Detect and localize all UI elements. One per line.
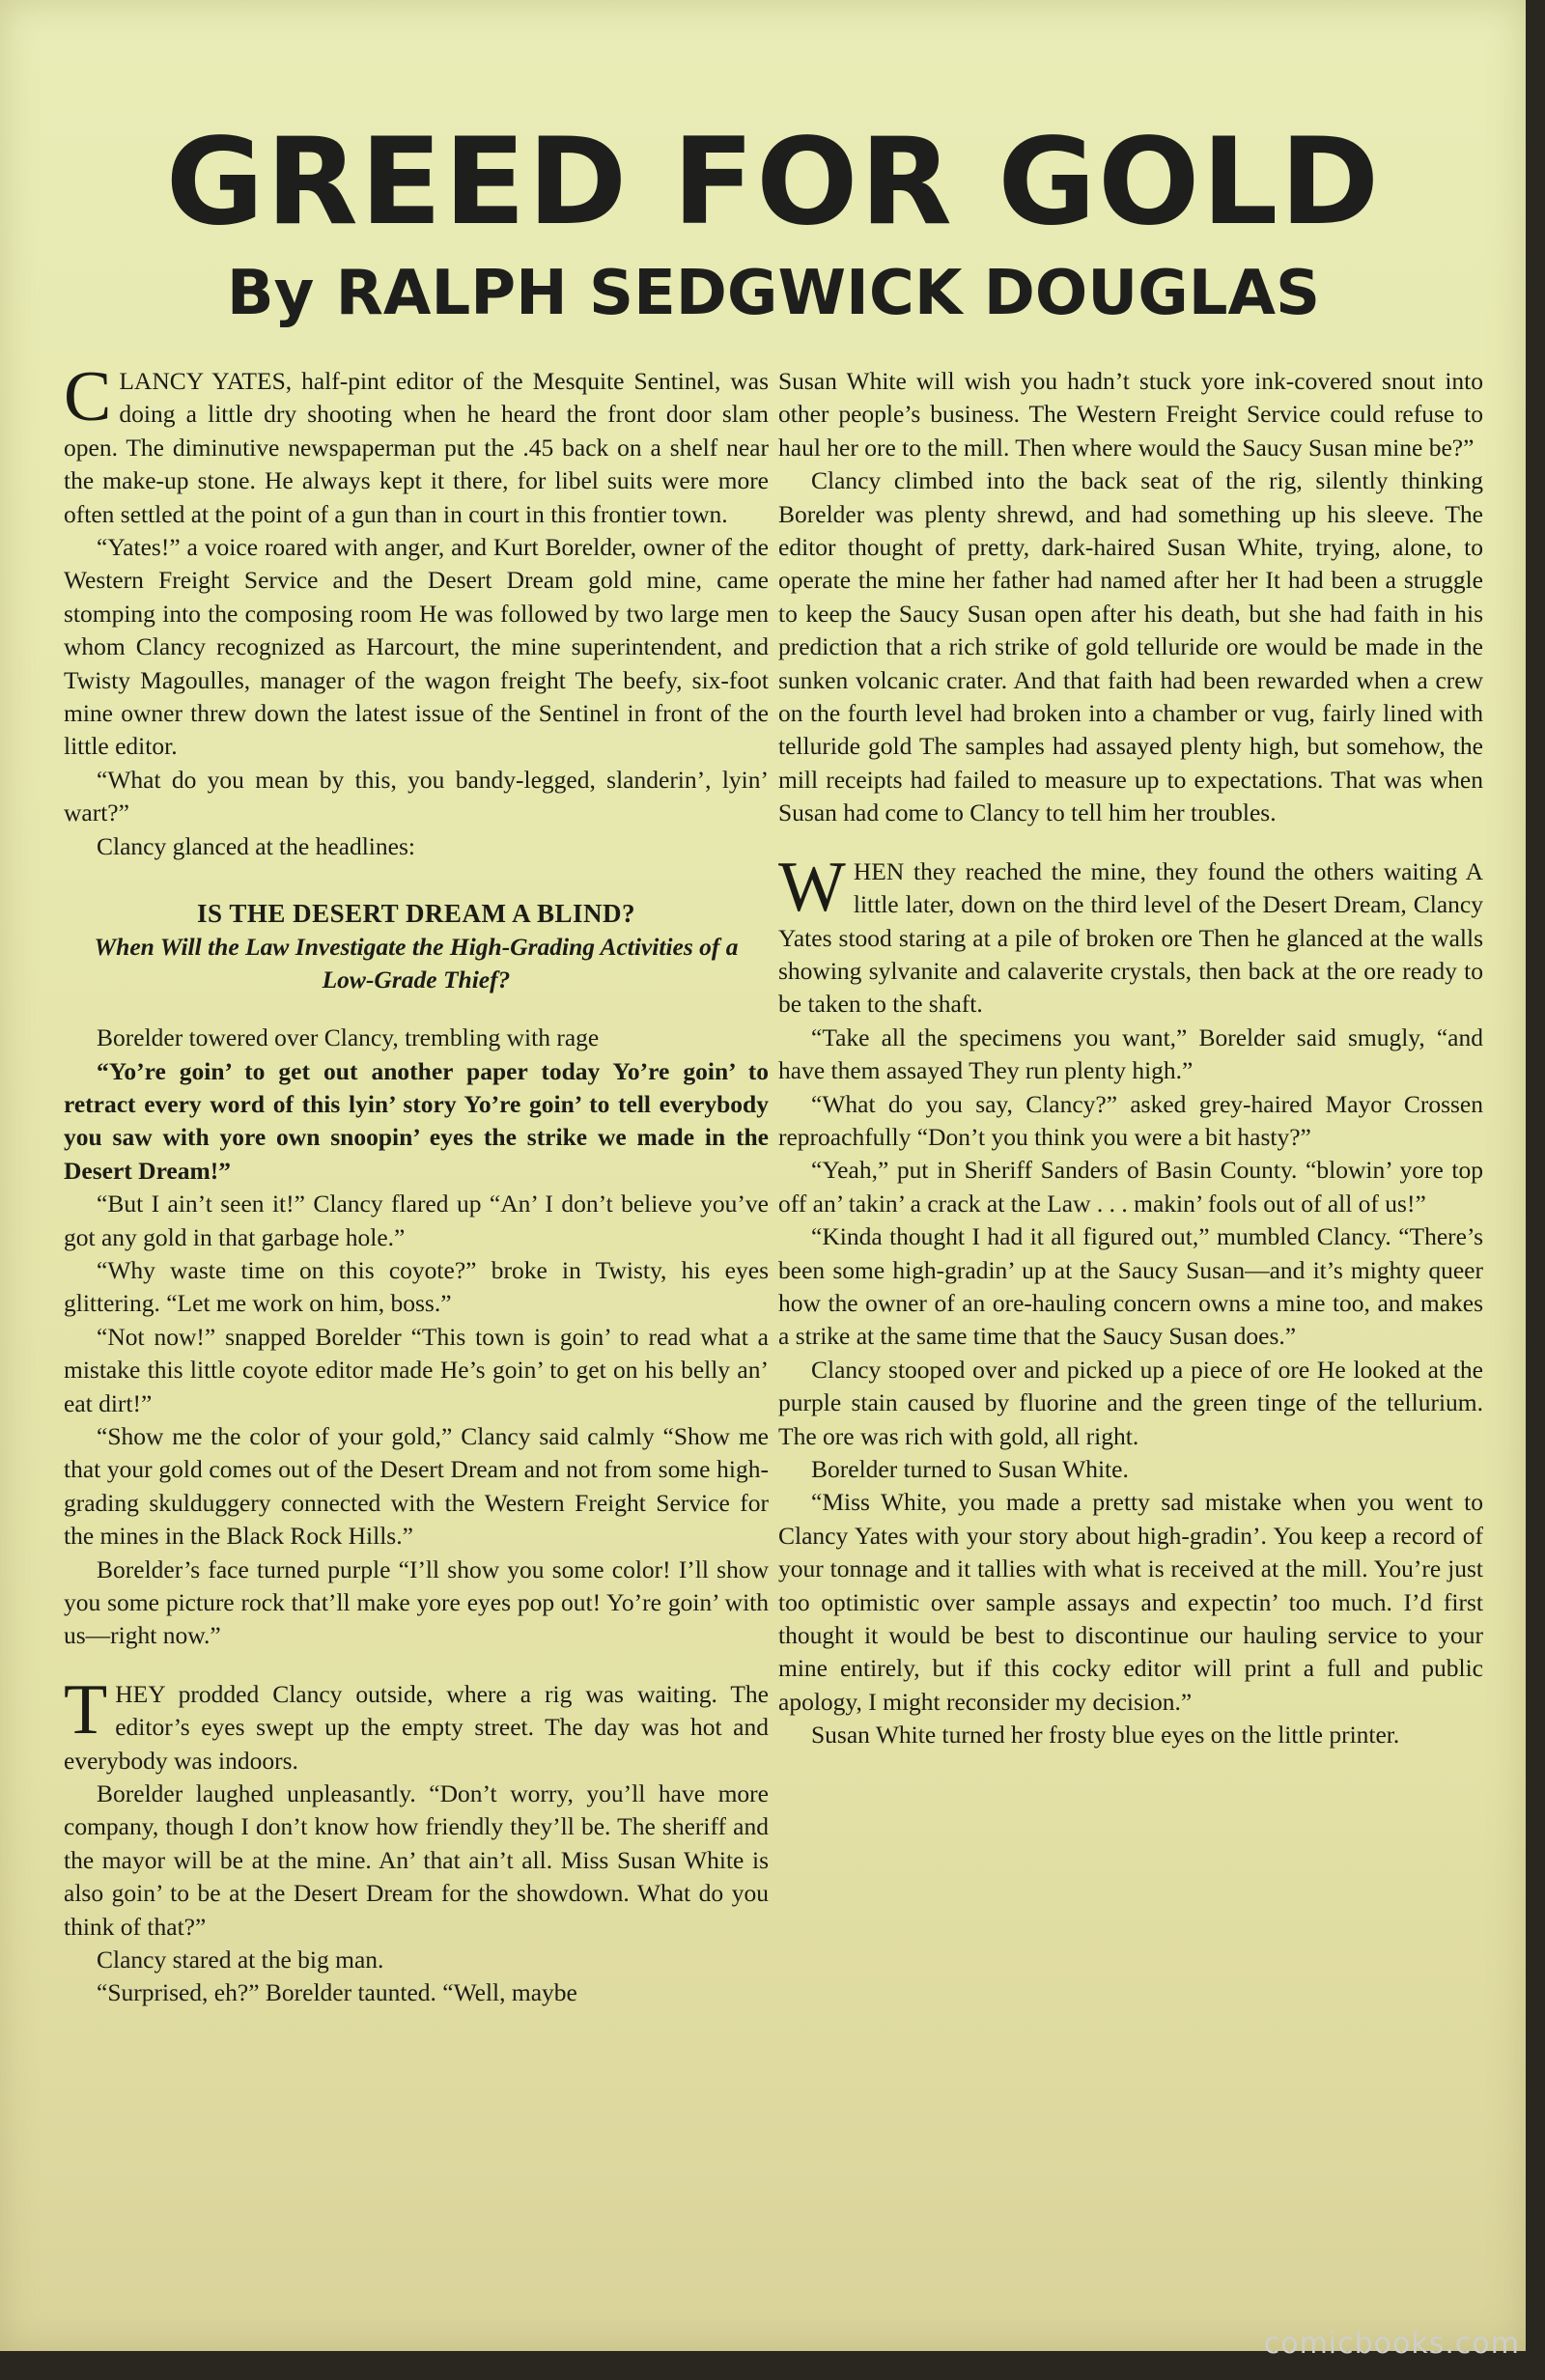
text-columns — [64, 357, 1483, 2010]
headline-deck: When Will the Law Investigate the High-Grading Activities of a Low-Grade Thief? — [94, 933, 739, 994]
paragraph: Clancy glanced at the headlines: — [97, 831, 415, 860]
drop-cap: T — [64, 1669, 108, 1750]
paragraph: “Miss White, you made a pretty sad mistake when you went to Clancy Yates with your story about high-gradin’. You keep a record of your tonnage and it tallies with what is received at the mill. You’re just too optimistic over sample assays and expectin’ too much. I’d first thought it would be best to discontinue our hauling service to your mine entirely, but if this cocky editor will print a full and public apology, I might reconsider my decision.” — [778, 1488, 1483, 1716]
paragraph: Borelder turned to Susan White. — [811, 1455, 1129, 1483]
drop-cap: W — [778, 847, 846, 927]
site-watermark: comicbooks.com — [1263, 2327, 1520, 2361]
paragraph: Clancy stooped over and picked up a piece of ore He looked at the purple stain caused by fluorine and the green tinge of the tellurium. The ore was rich with gold, all right. — [778, 1355, 1483, 1450]
paragraph: “Kinda thought I had it all figured out,” mumbled Clancy. “There’s been some high-gradin’ up at the Saucy Susan—and it’s mighty queer how the owner of an ore-hauling concern owns a mine too, and makes a strike at the same time that the Saucy Susan does.” — [778, 1222, 1483, 1351]
section-break — [778, 830, 1483, 855]
paragraph: “Why waste time on this coyote?” broke in Twisty, his eyes glittering. “Let me work on him, boss.” — [64, 1255, 769, 1318]
paragraph: “But I ain’t seen it!” Clancy flared up “An’ I don’t believe you’ve got any gold in that garbage hole.” — [64, 1190, 769, 1251]
paragraph: “Take all the specimens you want,” Borelder said smugly, “and have them assayed They run plenty high.” — [778, 1022, 1483, 1085]
paragraph: Clancy stared at the big man. — [97, 1946, 384, 1974]
paragraph: “Not now!” snapped Borelder “This town is goin’ to read what a mistake this little coyote editor made He’s goin’ to get on his belly an’ eat dirt!” — [64, 1322, 769, 1417]
paragraph-text: HEN they reached the mine, they found the others waiting A little later, down on the third level of the Desert Dream, Clancy Yates stood staring at a pile of broken ore Then he glanced at the walls showing sylvanite and calaverite crystals, then back at the ore ready to be taken to the shaft. — [778, 856, 1483, 1019]
paragraph: “What do you mean by this, you bandy-legged, slanderin’, lyin’ wart?” — [64, 765, 769, 827]
drop-cap: C — [64, 357, 112, 436]
left-column — [64, 357, 769, 2010]
headline-quote: IS THE DESERT DREAM A BLIND? — [197, 899, 635, 929]
paragraph: “Surprised, eh?” Borelder taunted. “Well, maybe — [97, 1978, 577, 2007]
paragraph: Clancy climbed into the back seat of the rig, silently thinking Borelder was plenty shrewd, and had something up his sleeve. The editor thought of pretty, dark-haired Susan White, trying, alone, to operate the mine her father had named after her It had been a struggle to keep the Saucy Susan open after his death, but she had faith in his prediction that a rich strike of gold telluride ore would be made in the sunken volcanic crater. And that faith had been rewarded when a crew on the fourth level had broken into a chamber or vug, fairly lined with telluride gold The samples had assayed plenty high, but somehow, the mill receipts had failed to measure up to expectations. That was when Susan had come to Clancy to tell him her troubles. — [778, 466, 1483, 827]
section-break — [64, 1653, 769, 1678]
paragraph — [778, 847, 1483, 1022]
paragraph: Borelder laughed unpleasantly. “Don’t worry, you’ll have more company, though I don’t know how friendly they’ll be. The sheriff and the mayor will be at the mine. An’ that ain’t all. Miss Susan White is also goin’ to be at the Desert Dream for the showdown. What do you think of that?” — [64, 1779, 769, 1941]
paragraph-text: HEY prodded Clancy outside, where a rig was waiting. The editor’s eyes swept up the empty street. The day was hot and everybody was indoors. — [64, 1679, 769, 1775]
paragraph: Borelder’s face turned purple “I’ll show you some color! I’ll show you some picture rock that’ll make yore eyes pop out! Yo’re goin’ with us—right now.” — [64, 1554, 769, 1650]
paragraph: Susan White turned her frosty blue eyes on the little printer. — [811, 1721, 1400, 1750]
paragraph-text: LANCY YATES, half-pint editor of the Mesquite Sentinel, was doing a little dry shooting when he heard the front door slam open. The diminutive newspaperman put the .45 back on a shelf near the make-up stone. He always kept it there, for libel suits were more often settled at the point of a gun than in court in this frontier town. — [64, 367, 769, 528]
paragraph: “Yeah,” put in Sheriff Sanders of Basin County. “blowin’ yore top off an’ takin’ a crack at the Law . . . makin’ fools out of all of us!” — [778, 1156, 1483, 1218]
paragraph: Susan White will wish you hadn’t stuck yore ink-covered snout into other people’s business. The Western Freight Service could refuse to haul her ore to the mill. Then where would the Saucy Susan mine be?” — [778, 367, 1483, 462]
story-title: GREED FOR GOLD — [165, 113, 1382, 252]
paragraph — [64, 1669, 769, 1778]
story-byline: By RALPH SEDGWICK DOUGLAS — [226, 258, 1321, 329]
right-column — [778, 365, 1483, 2010]
paragraph: “Yates!” a voice roared with anger, and Kurt Borelder, owner of the Western Freight Service and the Desert Dream gold mine, came stomping into the composing room He was followed by two large men whom Clancy recognized as Harcourt, the mine superintendent, and Twisty Magoulles, manager of the wagon freight The beefy, six-foot mine owner threw down the latest issue of the Sentinel in front of the little editor. — [64, 533, 769, 761]
paragraph: “Yo’re goin’ to get out another paper today Yo’re goin’ to retract every word of this lyin’ story Yo’re goin’ to tell everybody you saw with yore own snoopin’ eyes the strike we made in the Desert Dream!” — [64, 1056, 769, 1185]
paragraph — [64, 357, 769, 531]
paragraph: “Show me the color of your gold,” Clancy said calmly “Show me that your gold comes out of the Desert Dream and not from some high-grading skulduggery connected with the Western Freight Service for the mines in the Black Rock Hills.” — [64, 1421, 769, 1551]
paragraph: “What do you say, Clancy?” asked grey-haired Mayor Crossen reproachfully “Don’t you think you were a bit hasty?” — [778, 1089, 1483, 1151]
paragraph: Borelder towered over Clancy, trembling with rage — [97, 1023, 600, 1052]
